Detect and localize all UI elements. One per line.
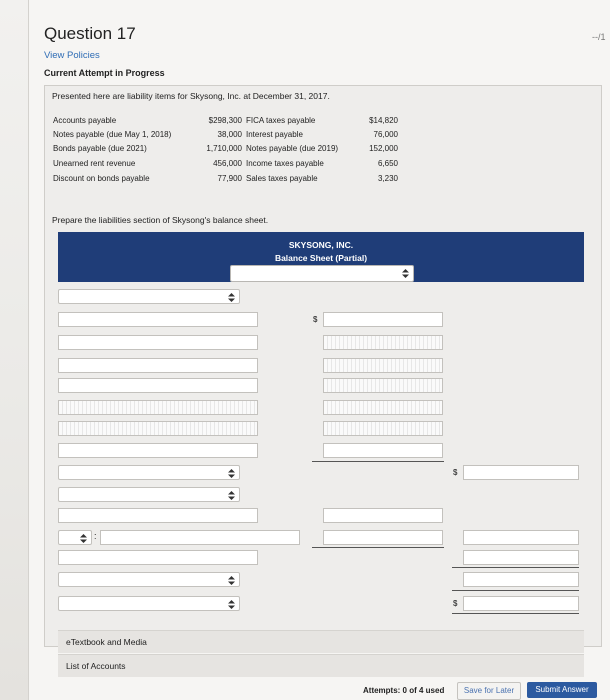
- currency-symbol: $: [453, 599, 458, 608]
- select-arrows-icon: [228, 491, 235, 500]
- underline-rule: [312, 547, 444, 548]
- etextbook-bar[interactable]: [58, 630, 584, 653]
- account-name-input[interactable]: [58, 312, 258, 327]
- less-select[interactable]: [58, 530, 92, 545]
- total-input[interactable]: [463, 530, 579, 545]
- grand-total-select[interactable]: [58, 596, 240, 611]
- amount-input[interactable]: [323, 421, 443, 436]
- colon-separator: :: [94, 531, 97, 541]
- attempt-status: Current Attempt in Progress: [44, 68, 165, 78]
- liability-label: Income taxes payable: [246, 159, 324, 168]
- liability-label: FICA taxes payable: [246, 116, 316, 125]
- total-input[interactable]: [463, 465, 579, 480]
- account-select[interactable]: [58, 289, 240, 304]
- liability-value: 76,000: [373, 130, 398, 139]
- attempts-counter: Attempts: 0 of 4 used: [363, 686, 445, 695]
- account-name-input[interactable]: [58, 508, 258, 523]
- subtotal-select[interactable]: [58, 465, 240, 480]
- amount-input[interactable]: [323, 312, 443, 327]
- liability-label: Accounts payable: [53, 116, 117, 125]
- account-name-input[interactable]: [100, 530, 300, 545]
- liability-value: 77,900: [217, 174, 242, 183]
- liability-label: Bonds payable (due 2021): [53, 144, 147, 153]
- liability-label: Sales taxes payable: [246, 174, 318, 183]
- underline-rule: [452, 590, 579, 591]
- account-name-input[interactable]: [58, 443, 258, 458]
- account-name-input[interactable]: [58, 335, 258, 350]
- currency-symbol: $: [313, 315, 318, 324]
- account-name-input[interactable]: [58, 550, 258, 565]
- liability-label: Notes payable (due May 1, 2018): [53, 130, 172, 139]
- intro-text: Presented here are liability items for Skysong, Inc. at December 31, 2017.: [52, 91, 330, 101]
- account-name-input[interactable]: [58, 421, 258, 436]
- submit-answer-button[interactable]: Submit Answer: [527, 682, 597, 698]
- grand-total-input[interactable]: [463, 596, 579, 611]
- liability-value: 3,230: [377, 174, 398, 183]
- double-underline-rule: [452, 613, 579, 614]
- etextbook-link[interactable]: eTextbook and Media: [66, 637, 147, 647]
- total-input[interactable]: [463, 550, 579, 565]
- underline-rule: [312, 461, 444, 462]
- liability-value: 38,000: [217, 130, 242, 139]
- select-arrows-icon: [228, 600, 235, 609]
- liability-label: Notes payable (due 2019): [246, 144, 339, 153]
- select-arrows-icon: [228, 576, 235, 585]
- currency-symbol: $: [453, 468, 458, 477]
- total-label-select[interactable]: [58, 572, 240, 587]
- score-badge: --/1: [592, 32, 606, 42]
- liability-label: Interest payable: [246, 130, 303, 139]
- view-policies-link[interactable]: View Policies: [44, 50, 100, 61]
- amount-input[interactable]: [323, 335, 443, 350]
- section-select[interactable]: [58, 487, 240, 502]
- account-name-input[interactable]: [58, 378, 258, 393]
- accounts-bar[interactable]: [58, 654, 584, 677]
- underline-rule: [452, 567, 579, 568]
- amount-input[interactable]: [323, 508, 443, 523]
- account-name-input[interactable]: [58, 358, 258, 373]
- amount-input[interactable]: [323, 530, 443, 545]
- liability-label: Discount on bonds payable: [53, 174, 150, 183]
- total-input[interactable]: [463, 572, 579, 587]
- amount-input[interactable]: [323, 443, 443, 458]
- liability-value: 1,710,000: [206, 144, 242, 153]
- statement-subtitle: Balance Sheet (Partial): [274, 253, 368, 263]
- date-select[interactable]: [230, 265, 414, 282]
- amount-input[interactable]: [323, 378, 443, 393]
- liability-label: Unearned rent revenue: [53, 159, 136, 168]
- save-for-later-button[interactable]: Save for Later: [457, 682, 521, 700]
- instructions-text: Prepare the liabilities section of Skysong's balance sheet.: [52, 215, 269, 225]
- select-arrows-icon: [228, 469, 235, 478]
- list-of-accounts-link[interactable]: List of Accounts: [66, 661, 126, 671]
- select-arrows-icon: [80, 534, 87, 543]
- company-name: SKYSONG, INC.: [288, 240, 354, 250]
- liability-value: $14,820: [369, 116, 398, 125]
- liability-value: 456,000: [213, 159, 242, 168]
- liability-value: 152,000: [369, 144, 398, 153]
- liability-value: 6,650: [377, 159, 398, 168]
- liability-value: $298,300: [208, 116, 242, 125]
- select-arrows-icon: [402, 269, 409, 278]
- question-title: Question 17: [44, 24, 136, 43]
- account-name-input[interactable]: [58, 400, 258, 415]
- select-arrows-icon: [228, 293, 235, 302]
- amount-input[interactable]: [323, 358, 443, 373]
- amount-input[interactable]: [323, 400, 443, 415]
